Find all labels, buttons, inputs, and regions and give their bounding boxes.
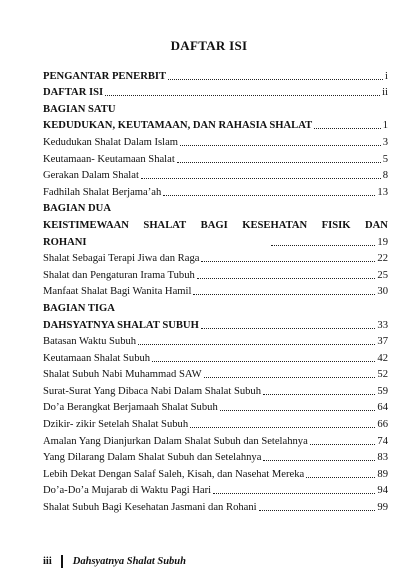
toc-entry[interactable] bbox=[43, 265, 388, 282]
toc-leader-dots bbox=[138, 343, 375, 345]
toc-entry[interactable] bbox=[43, 332, 388, 349]
toc-entry-label: Kedudukan Shalat Dalam Islam bbox=[43, 136, 179, 148]
toc-page-number: 74 bbox=[377, 435, 388, 447]
toc-page-number: 66 bbox=[377, 419, 388, 431]
toc-page-number: 1 bbox=[382, 120, 388, 132]
toc-entry[interactable] bbox=[43, 132, 388, 149]
toc-entry-label: Shalat dan Pengaturan Irama Tubuh bbox=[43, 269, 195, 281]
toc-entry-label: Keutamaan Shalat Subuh bbox=[43, 352, 151, 364]
table-of-contents bbox=[43, 66, 388, 514]
toc-entry[interactable] bbox=[43, 315, 388, 332]
toc-entry[interactable] bbox=[43, 348, 388, 365]
toc-leader-dots bbox=[168, 78, 383, 80]
toc-entry-label: Lebih Dekat Dengan Salaf Saleh, Kisah, dan Nasehat Mereka bbox=[43, 468, 305, 480]
toc-leader-dots bbox=[306, 476, 375, 478]
toc-heading-word: SHALAT bbox=[143, 219, 187, 231]
toc-entry-label: Surat-Surat Yang Dibaca Nabi Dalam Shalat Subuh bbox=[43, 385, 262, 397]
toc-entry[interactable] bbox=[43, 381, 388, 398]
toc-entry-label: Keutamaan- Keutamaan Shalat bbox=[43, 153, 175, 165]
footer-book-title: Dahsyatnya Shalat Subuh bbox=[72, 556, 186, 567]
toc-section-heading: BAGIAN TIGA bbox=[43, 302, 115, 314]
toc-entry[interactable] bbox=[43, 282, 388, 299]
toc-page-number: 33 bbox=[377, 319, 388, 331]
toc-entry[interactable] bbox=[43, 481, 388, 498]
toc-page-number: 30 bbox=[377, 286, 388, 298]
toc-entry-label: Batasan Waktu Subuh bbox=[43, 336, 137, 348]
toc-page-number: 89 bbox=[377, 468, 388, 480]
toc-leader-dots bbox=[152, 360, 375, 362]
toc-entry-label: Shalat Sebagai Terapi Jiwa dan Raga bbox=[43, 253, 200, 265]
toc-entry[interactable] bbox=[43, 149, 388, 166]
toc-page-number: 3 bbox=[382, 136, 388, 148]
toc-page-number: 99 bbox=[377, 502, 388, 514]
toc-page-number: 64 bbox=[377, 402, 388, 414]
toc-page-number: 13 bbox=[377, 186, 388, 198]
toc-entry[interactable] bbox=[43, 232, 388, 249]
toc-page-number: 83 bbox=[377, 452, 388, 464]
toc-entry-label: DAHSYATNYA SHALAT SUBUH bbox=[43, 319, 199, 331]
toc-leader-dots bbox=[193, 293, 375, 295]
toc-leader-dots bbox=[263, 459, 375, 461]
toc-section-heading: BAGIAN SATU bbox=[43, 103, 116, 115]
toc-page-number: 5 bbox=[382, 153, 388, 165]
toc-entry[interactable] bbox=[43, 497, 388, 514]
toc-page-number: 42 bbox=[377, 352, 388, 364]
toc-entry[interactable] bbox=[43, 249, 388, 266]
toc-page-number: 8 bbox=[382, 170, 388, 182]
toc-heading-word: KEISTIMEWAAN bbox=[43, 219, 129, 231]
toc-leader-dots bbox=[190, 426, 375, 428]
footer-divider bbox=[61, 555, 63, 568]
toc-entry[interactable] bbox=[43, 182, 388, 199]
toc-leader-dots bbox=[180, 144, 381, 146]
toc-page-number: 22 bbox=[377, 253, 388, 265]
toc-entry-label: Gerakan Dalam Shalat bbox=[43, 170, 139, 182]
toc-entry[interactable] bbox=[43, 431, 388, 448]
page-footer bbox=[43, 555, 186, 568]
toc-leader-dots bbox=[201, 327, 376, 329]
toc-entry[interactable] bbox=[43, 414, 388, 431]
toc-heading-word: BAGI bbox=[200, 219, 228, 231]
toc-entry[interactable] bbox=[43, 66, 388, 83]
toc-entry-label: Yang Dilarang Dalam Shalat Subuh dan Setelahnya bbox=[43, 452, 262, 464]
toc-page-number: 52 bbox=[377, 369, 388, 381]
toc-page-number: ii bbox=[382, 87, 388, 99]
toc-entry-heading-line bbox=[43, 215, 388, 232]
page-title: DAFTAR ISI bbox=[170, 38, 248, 53]
toc-leader-dots bbox=[310, 443, 376, 445]
toc-page-number: 19 bbox=[377, 236, 388, 248]
toc-leader-dots bbox=[177, 161, 381, 163]
toc-entry[interactable] bbox=[43, 448, 388, 465]
toc-leader-dots bbox=[201, 260, 375, 262]
toc-entry-label: Do’a Berangkat Berjamaah Shalat Subuh bbox=[43, 402, 218, 414]
toc-entry-label: KEDUDUKAN, KEUTAMAAN, DAN RAHASIA SHALAT bbox=[43, 120, 313, 132]
toc-entry-label: Fadhilah Shalat Berjama’ah bbox=[43, 186, 162, 198]
toc-page-number: 59 bbox=[377, 385, 388, 397]
toc-leader-dots bbox=[197, 277, 376, 279]
toc-entry[interactable] bbox=[43, 83, 388, 100]
toc-entry-label: Shalat Subuh Nabi Muhammad SAW bbox=[43, 369, 202, 381]
toc-leader-dots bbox=[213, 492, 375, 494]
toc-entry-label: Do’a-Do’a Mujarab di Waktu Pagi Hari bbox=[43, 485, 212, 497]
toc-page-number: 94 bbox=[377, 485, 388, 497]
toc-entry[interactable] bbox=[43, 464, 388, 481]
toc-leader-dots bbox=[105, 94, 380, 96]
toc-heading-word: KESEHATAN bbox=[242, 219, 308, 231]
footer-page-number: iii bbox=[43, 556, 52, 567]
toc-leader-dots bbox=[163, 194, 375, 196]
toc-page-number: 25 bbox=[377, 269, 388, 281]
toc-section-heading: BAGIAN DUA bbox=[43, 203, 111, 215]
toc-entry-label: Manfaat Shalat Bagi Wanita Hamil bbox=[43, 286, 192, 298]
toc-heading-word: DAN bbox=[364, 219, 388, 231]
toc-entry[interactable] bbox=[43, 166, 388, 183]
toc-heading-word: FISIK bbox=[321, 219, 351, 231]
toc-entry-label: Dzikir- zikir Setelah Shalat Subuh bbox=[43, 419, 189, 431]
toc-leader-dots bbox=[259, 509, 376, 511]
toc-entry-label: Shalat Subuh Bagi Kesehatan Jasmani dan Rohani bbox=[43, 502, 257, 514]
toc-entry[interactable] bbox=[43, 398, 388, 415]
toc-entry-label: PENGANTAR PENERBIT bbox=[43, 70, 167, 82]
toc-entry-label: ROHANI bbox=[43, 236, 87, 248]
toc-entry-label: Amalan Yang Dianjurkan Dalam Shalat Subuh dan Setelahnya bbox=[43, 435, 308, 447]
toc-leader-dots bbox=[263, 393, 375, 395]
toc-entry-label: DAFTAR ISI bbox=[43, 87, 104, 99]
toc-leader-dots bbox=[220, 409, 376, 411]
toc-leader-dots bbox=[271, 244, 375, 246]
toc-leader-dots bbox=[314, 127, 381, 129]
toc-page-number: 37 bbox=[377, 336, 388, 348]
toc-entry[interactable] bbox=[43, 116, 388, 133]
toc-page-number: i bbox=[385, 70, 388, 82]
toc-leader-dots bbox=[204, 376, 376, 378]
toc-leader-dots bbox=[141, 177, 381, 179]
toc-entry[interactable] bbox=[43, 365, 388, 382]
